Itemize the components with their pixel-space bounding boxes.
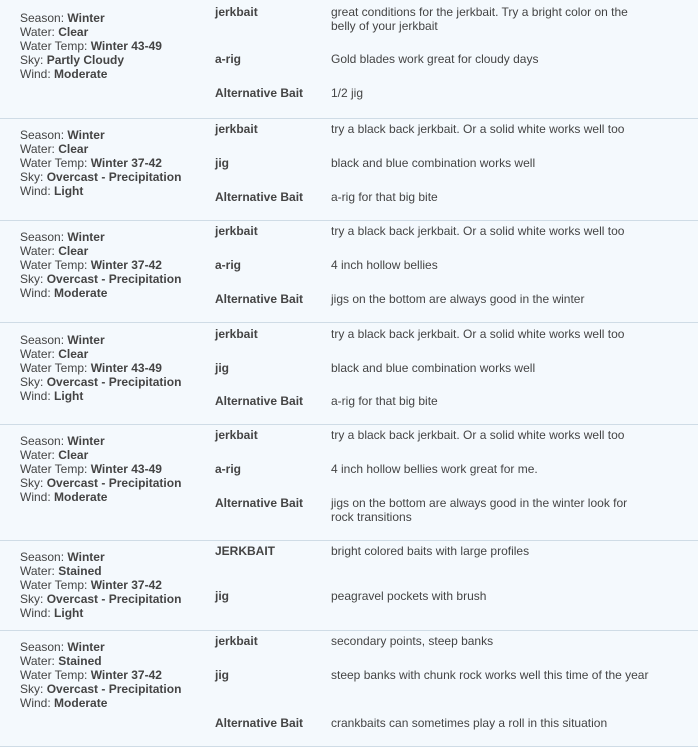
condition-water-temp [20, 578, 200, 592]
condition-value: Stained [58, 564, 102, 578]
bait-name: JERKBAIT [215, 544, 276, 558]
condition-group [0, 0, 698, 119]
condition-value: Winter 37-42 [90, 668, 162, 682]
condition-value: Winter 43-49 [90, 39, 162, 53]
bait-row [200, 156, 649, 170]
condition-water [20, 347, 200, 361]
bait-name: a-rig [215, 52, 242, 66]
bait-name: Alternative Bait [215, 86, 304, 100]
condition-season [20, 128, 200, 142]
condition-value: Winter [67, 333, 105, 347]
condition-label: Sky: [20, 272, 44, 286]
bait-row [200, 292, 649, 306]
condition-water [20, 448, 200, 462]
condition-value: Moderate [54, 286, 108, 300]
condition-label: Water: [20, 564, 55, 578]
condition-group [0, 425, 698, 541]
condition-water-temp [20, 361, 200, 375]
condition-label: Sky: [20, 53, 44, 67]
condition-value: Winter [67, 434, 105, 448]
condition-label: Water: [20, 142, 55, 156]
condition-value: Winter 37-42 [90, 258, 162, 272]
condition-label: Water Temp: [20, 39, 88, 53]
condition-group [0, 541, 698, 631]
condition-label: Wind: [20, 286, 51, 300]
condition-group [0, 631, 698, 747]
bait-rows [200, 631, 698, 746]
condition-value: Stained [58, 654, 102, 668]
bait-row [200, 716, 649, 730]
bait-row [200, 86, 649, 100]
condition-label: Water Temp: [20, 258, 88, 272]
condition-wind [20, 184, 200, 198]
condition-sky [20, 170, 200, 184]
condition-label: Water Temp: [20, 462, 88, 476]
bait-row [200, 634, 649, 648]
bait-row [200, 462, 649, 476]
bait-name: jerkbait [215, 428, 258, 442]
condition-value: Winter 43-49 [90, 462, 162, 476]
condition-label: Sky: [20, 476, 44, 490]
condition-label: Wind: [20, 184, 51, 198]
condition-label: Season: [20, 640, 65, 654]
condition-sky [20, 476, 200, 490]
condition-label: Wind: [20, 490, 51, 504]
condition-label: Water Temp: [20, 156, 88, 170]
condition-value: Light [54, 184, 84, 198]
bait-row [200, 394, 649, 408]
condition-value: Winter [67, 128, 105, 142]
condition-label: Season: [20, 230, 65, 244]
condition-sky [20, 53, 200, 67]
condition-sky [20, 272, 200, 286]
condition-water [20, 142, 200, 156]
condition-group [0, 119, 698, 221]
condition-water-temp [20, 668, 200, 682]
bait-tip: bright colored baits with large profiles [331, 544, 530, 558]
bait-name: a-rig [215, 258, 242, 272]
bait-name: jig [215, 589, 229, 603]
bait-name: jig [215, 361, 229, 375]
bait-name: jerkbait [215, 634, 258, 648]
condition-value: Light [54, 389, 84, 403]
bait-tip: 4 inch hollow bellies work great for me. [331, 462, 538, 476]
conditions-block [0, 631, 200, 746]
condition-label: Water Temp: [20, 361, 88, 375]
bait-rows [200, 119, 698, 220]
bait-row [200, 224, 649, 238]
condition-value: Clear [58, 347, 89, 361]
condition-season [20, 11, 200, 25]
condition-value: Clear [58, 448, 89, 462]
bait-tip: try a black back jerkbait. Or a solid white works well too [331, 224, 625, 238]
bait-row [200, 52, 649, 66]
condition-label: Sky: [20, 170, 44, 184]
condition-value: Partly Cloudy [46, 53, 125, 67]
condition-water [20, 244, 200, 258]
bait-tip: crankbaits can sometimes play a roll in this situation [331, 716, 608, 730]
bait-tip: a-rig for that big bite [331, 394, 438, 408]
condition-label: Wind: [20, 696, 51, 710]
condition-wind [20, 490, 200, 504]
bait-rows [200, 0, 698, 118]
condition-label: Water: [20, 244, 55, 258]
conditions-block [0, 323, 200, 424]
condition-value: Moderate [54, 696, 108, 710]
condition-value: Winter 37-42 [90, 578, 162, 592]
condition-value: Winter [67, 230, 105, 244]
condition-value: Light [54, 606, 84, 620]
bait-name: a-rig [215, 462, 242, 476]
condition-season [20, 640, 200, 654]
bait-tip: jigs on the bottom are always good in the winter [331, 292, 585, 306]
bait-name: jig [215, 156, 229, 170]
condition-value: Winter 37-42 [90, 156, 162, 170]
condition-value: Winter [67, 640, 105, 654]
bait-tip: black and blue combination works well [331, 156, 536, 170]
bait-row [200, 361, 649, 375]
bait-tip: steep banks with chunk rock works well this time of the year [331, 668, 649, 682]
bait-row [200, 428, 649, 442]
condition-water [20, 654, 200, 668]
condition-wind [20, 696, 200, 710]
condition-wind [20, 67, 200, 81]
conditions-block [0, 0, 200, 118]
condition-label: Sky: [20, 682, 44, 696]
conditions-block [0, 221, 200, 322]
condition-value: Moderate [54, 67, 108, 81]
condition-value: Winter 43-49 [90, 361, 162, 375]
condition-value: Overcast - Precipitation [46, 592, 182, 606]
condition-label: Season: [20, 434, 65, 448]
bait-row [200, 544, 649, 558]
bait-tip: try a black back jerkbait. Or a solid white works well too [331, 122, 625, 136]
conditions-block [0, 119, 200, 220]
condition-group [0, 323, 698, 425]
bait-name: jerkbait [215, 122, 258, 136]
condition-wind [20, 286, 200, 300]
condition-label: Season: [20, 333, 65, 347]
condition-value: Overcast - Precipitation [46, 375, 182, 389]
bait-name: Alternative Bait [215, 716, 304, 730]
condition-group [0, 221, 698, 323]
bait-rows [200, 323, 698, 424]
bait-row [200, 190, 649, 204]
bait-tip: black and blue combination works well [331, 361, 536, 375]
bait-row [200, 258, 649, 272]
bait-row [200, 5, 649, 33]
bait-name: jig [215, 668, 229, 682]
bait-tip: a-rig for that big bite [331, 190, 438, 204]
condition-water-temp [20, 462, 200, 476]
bait-tip: Gold blades work great for cloudy days [331, 52, 539, 66]
bait-name: Alternative Bait [215, 496, 304, 510]
bait-name: jerkbait [215, 327, 258, 341]
bait-rows [200, 221, 698, 322]
condition-sky [20, 375, 200, 389]
bait-tip: great conditions for the jerkbait. Try a bright color on the belly of your jerkbait [331, 5, 628, 33]
bait-row [200, 122, 649, 136]
condition-label: Water Temp: [20, 578, 88, 592]
condition-label: Sky: [20, 375, 44, 389]
bait-row [200, 589, 649, 603]
conditions-block [0, 425, 200, 540]
condition-season [20, 434, 200, 448]
condition-water [20, 564, 200, 578]
bait-row [200, 668, 649, 682]
condition-sky [20, 592, 200, 606]
condition-label: Water Temp: [20, 668, 88, 682]
bait-row [200, 496, 649, 524]
bait-name: Alternative Bait [215, 190, 304, 204]
condition-season [20, 230, 200, 244]
condition-label: Season: [20, 128, 65, 142]
condition-water [20, 25, 200, 39]
condition-water-temp [20, 156, 200, 170]
condition-label: Water: [20, 25, 55, 39]
condition-value: Overcast - Precipitation [46, 682, 182, 696]
condition-sky [20, 682, 200, 696]
condition-value: Winter [67, 11, 105, 25]
bait-tip: 1/2 jig [331, 86, 364, 100]
condition-label: Wind: [20, 389, 51, 403]
condition-wind [20, 389, 200, 403]
bait-rows [200, 541, 698, 630]
condition-label: Water: [20, 448, 55, 462]
bait-name: Alternative Bait [215, 394, 304, 408]
condition-label: Wind: [20, 67, 51, 81]
condition-value: Overcast - Precipitation [46, 272, 182, 286]
conditions-block [0, 541, 200, 630]
bait-name: jerkbait [215, 5, 258, 19]
bait-name: jerkbait [215, 224, 258, 238]
condition-season [20, 333, 200, 347]
condition-label: Water: [20, 654, 55, 668]
condition-water-temp [20, 39, 200, 53]
condition-water-temp [20, 258, 200, 272]
condition-season [20, 550, 200, 564]
condition-value: Overcast - Precipitation [46, 170, 182, 184]
condition-value: Winter [67, 550, 105, 564]
condition-value: Clear [58, 142, 89, 156]
bait-rows [200, 425, 698, 540]
condition-label: Water: [20, 347, 55, 361]
condition-value: Moderate [54, 490, 108, 504]
bait-tip: try a black back jerkbait. Or a solid white works well too [331, 428, 625, 442]
condition-wind [20, 606, 200, 620]
condition-label: Season: [20, 11, 65, 25]
condition-value: Overcast - Precipitation [46, 476, 182, 490]
condition-value: Clear [58, 25, 89, 39]
bait-tip: peagravel pockets with brush [331, 589, 487, 603]
condition-value: Clear [58, 244, 89, 258]
bait-tip: secondary points, steep banks [331, 634, 494, 648]
bait-tip: jigs on the bottom are always good in the winter look for rock transitions [331, 496, 628, 524]
condition-label: Sky: [20, 592, 44, 606]
condition-label: Wind: [20, 606, 51, 620]
bait-tip: try a black back jerkbait. Or a solid white works well too [331, 327, 625, 341]
condition-label: Season: [20, 550, 65, 564]
bait-name: Alternative Bait [215, 292, 304, 306]
bait-tip: 4 inch hollow bellies [331, 258, 438, 272]
bait-row [200, 327, 649, 341]
